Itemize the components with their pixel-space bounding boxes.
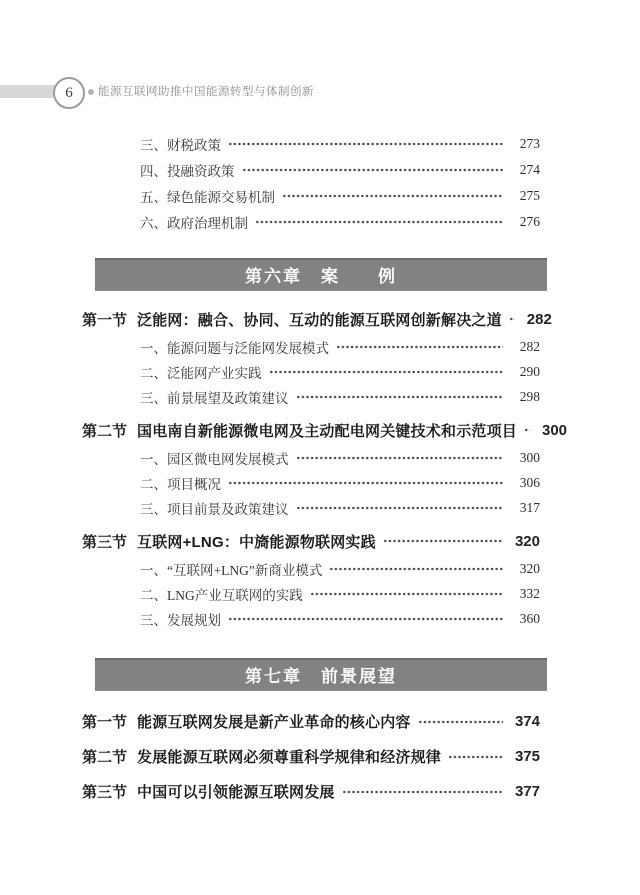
toc-entry-title: 一、能源问题与泛能网发展模式 (140, 340, 329, 356)
page-number: 6 (65, 84, 73, 101)
dot-leader (310, 587, 503, 601)
section-entry (82, 417, 568, 443)
page-header (0, 76, 640, 108)
section-entry (82, 774, 540, 809)
section-label: 第二节 (82, 422, 128, 440)
toc-entry-title: 三、财税政策 (140, 138, 221, 153)
toc-entry (82, 131, 540, 157)
section-entry (82, 528, 540, 554)
dot-leader (418, 715, 503, 729)
section-title: 泛能网：融合、协同、互动的能源互联网创新解决之道 (137, 311, 502, 329)
section-page: 375 (514, 748, 540, 765)
section-items (82, 334, 540, 409)
section-block (82, 528, 540, 631)
section-page: 374 (514, 713, 540, 730)
section-label: 第一节 (82, 311, 128, 329)
section-block (82, 306, 552, 409)
section-title: 国电南自新能源微电网及主动配电网关键技术和示范项目 (137, 422, 518, 440)
toc-entry-title: 一、“互联网+LNG”新商业模式 (140, 562, 323, 578)
toc-entry-title: 二、项目概况 (140, 476, 221, 492)
toc-entry-title: 三、发展规划 (140, 612, 221, 628)
toc-entry-page: 320 (519, 560, 540, 576)
toc-entry (82, 606, 540, 631)
dot-leader (509, 312, 515, 326)
chapter-7-toc (82, 704, 540, 809)
toc-entry-page: 282 (519, 338, 540, 354)
section-page: 300 (541, 421, 568, 439)
toc-entry-title: 五、绿色能源交易机制 (140, 190, 275, 205)
dot-leader (228, 476, 503, 490)
dot-leader (255, 215, 503, 229)
toc-entry-title: 三、项目前景及政策建议 (140, 501, 289, 517)
toc-entry (82, 556, 540, 581)
section-label: 第一节 (82, 714, 128, 731)
section-label: 第二节 (82, 749, 128, 766)
section-entry (82, 739, 540, 774)
chapter-banner-ch7: 第七章 前景展望 (95, 658, 547, 691)
section-block (82, 417, 568, 520)
dot-leader (448, 750, 503, 764)
toc-entry-title: 四、投融资政策 (140, 164, 235, 179)
toc-entry-title: 二、泛能网产业实践 (140, 365, 262, 381)
dot-leader (296, 451, 504, 465)
dot-leader (329, 562, 503, 576)
dot-leader (296, 390, 504, 404)
dot-leader (524, 423, 530, 437)
dot-leader (336, 340, 503, 354)
dot-leader (228, 612, 503, 626)
toc-entry-page: 274 (519, 162, 540, 177)
section-page: 320 (514, 532, 540, 550)
section-label: 第三节 (82, 784, 128, 801)
toc-entry-title: 二、LNG产业互联网的实践 (140, 587, 303, 603)
toc-entry (82, 183, 540, 209)
section-items (82, 445, 540, 520)
section-title: 中国可以引领能源互联网发展 (137, 784, 335, 801)
section-label: 第三节 (82, 533, 128, 551)
toc-entry (82, 495, 540, 520)
toc-entry-page: 306 (519, 474, 540, 490)
toc-entry-page: 276 (519, 214, 540, 229)
dot-leader (342, 785, 503, 799)
toc-entry-page: 332 (519, 585, 540, 601)
page-number-badge (53, 77, 85, 109)
dot-leader (282, 189, 503, 203)
toc-entry (82, 359, 540, 384)
toc-entry (82, 209, 540, 235)
section-items (82, 556, 540, 631)
header-bullet-icon (88, 89, 94, 95)
toc-entry-title: 六、政府治理机制 (140, 216, 248, 231)
section-title: 互联网+LNG：中旖能源物联网实践 (137, 533, 376, 551)
toc-entry (82, 470, 540, 495)
chapter-banner-ch6: 第六章 案 例 (95, 258, 547, 291)
toc-entry-page: 300 (519, 449, 540, 465)
header-rule (0, 85, 57, 98)
section-page: 282 (526, 310, 552, 328)
section-entry (82, 306, 552, 332)
toc-entry-page: 360 (519, 610, 540, 626)
dot-leader (296, 501, 504, 515)
toc-entry (82, 384, 540, 409)
toc-entry-page: 273 (519, 136, 540, 151)
toc-entry-title: 一、园区微电网发展模式 (140, 451, 289, 467)
chapter-6-toc (82, 306, 568, 631)
toc-entry-page: 317 (519, 499, 540, 515)
dot-leader (383, 534, 503, 548)
dot-leader (228, 137, 503, 151)
leading-toc-list (82, 131, 540, 235)
toc-entry-page: 290 (519, 363, 540, 379)
section-entry (82, 704, 540, 739)
toc-entry (82, 334, 540, 359)
toc-entry-title: 三、前景展望及政策建议 (140, 390, 289, 406)
running-head-title: 能源互联网助推中国能源转型与体制创新 (98, 86, 314, 98)
section-title: 发展能源互联网必须尊重科学规律和经济规律 (137, 749, 442, 766)
section-page: 377 (514, 783, 540, 800)
dot-leader (269, 365, 504, 379)
toc-entry (82, 445, 540, 470)
toc-entry (82, 157, 540, 183)
toc-entry-page: 275 (519, 188, 540, 203)
toc-entry-page: 298 (519, 388, 540, 404)
dot-leader (242, 163, 504, 177)
section-title: 能源互联网发展是新产业革命的核心内容 (137, 714, 411, 731)
toc-entry (82, 581, 540, 606)
